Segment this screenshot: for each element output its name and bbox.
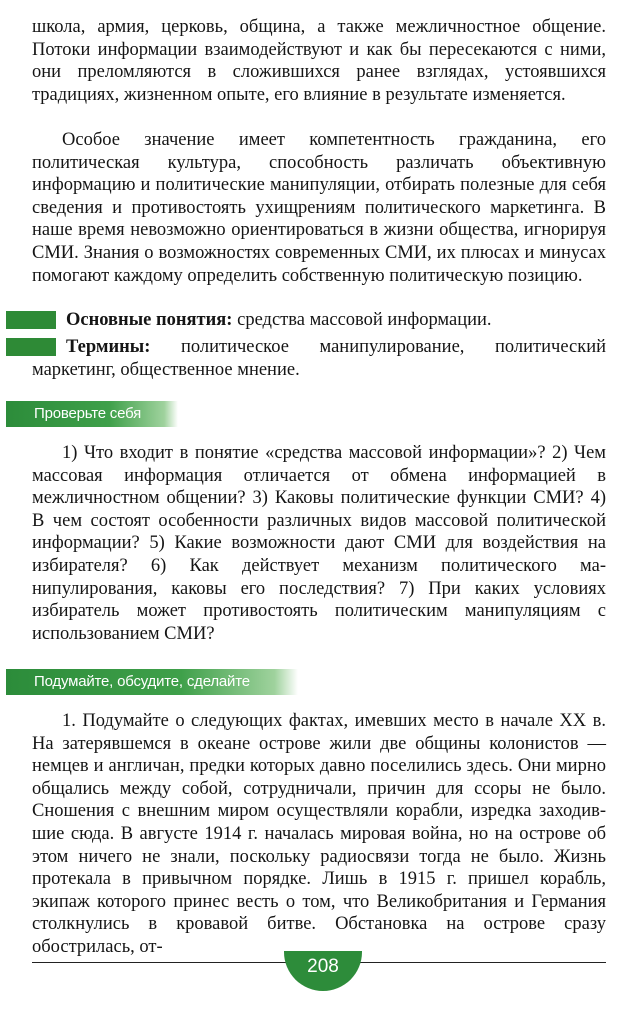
intro-paragraph-1: школа, армия, церковь, община, а также межличностное общение. Потоки информации взаимодействуют и как бы пересекаются с ними, они преломляются в сложившихся ранее взглядах, устоявшихся традициях, жизненном опыте, его влияние в результате изменяется. <box>32 17 606 105</box>
terms <box>32 336 606 381</box>
check-yourself-heading: Проверьте себя <box>6 401 178 427</box>
key-concepts-text: средства массовой информации. <box>232 310 492 330</box>
key-concepts-label: Основные понятия: <box>66 310 233 330</box>
page-number-badge <box>284 951 362 991</box>
think-discuss-task-1: 1. Подумайте о следующих фактах, имевших место в начале XX в. На затерявшемся в океане острове жили две общины колонистов — немцев и англичан, предки которых давно поселились здесь. Они мирно общались между собой, сотрудничали, причин для ссоры не было. Сношения с внешним миром осуществляли корабли, изредка заходившие сюда. В августе 1914 г. началась мировая война, но на острове об этом ничего не знали, поскольку радиосвязи тогда не было. Жизнь протекала в привычном порядке. Лишь в 1915 г. пришел корабль, экипаж которого принес весть о том, что Великобритания и Германия столкнулись в кровавой битве. Обстановка на острове сразу обострилась, от- <box>32 711 606 957</box>
terms-label: Термины: <box>66 337 151 357</box>
think-discuss-heading: Подумайте, обсудите, сделайте <box>6 669 298 695</box>
page-number: 208 <box>307 956 339 977</box>
terms-text: политическое манипулирование, политический маркетинг, общественное мнение. <box>32 337 606 380</box>
intro-paragraph-2: Особое значение имеет компетентность гражданина, его политическая культура, способность различать объективную информацию и политические манипуляции, отбирать полезные для себя сведения и противостоять ухищрениям политического маркетинга. В наше время невозможно ориентироваться в жизни общества, игнорируя СМИ. Знания о возможностях современных СМИ, их плюсах и минусах помогают каждому определить собственную политическую позицию. <box>32 130 606 286</box>
key-concepts <box>32 309 606 332</box>
check-yourself-questions: 1) Что входит в понятие «средства массовой информации»? 2) Чем массовая информация отличается от обмена информацией в межличностном общении? 3) Каковы политические функции СМИ? 4) В чем состоят особенности различных видов массовой политической информации? 5) Какие возможности дают СМИ для воздействия на избирателя? 6) Как действует механизм политического манипулирования, каковы его последствия? 7) При каких условиях избиратель может противостоять политическим манипуляциям с использованием СМИ? <box>32 443 606 644</box>
